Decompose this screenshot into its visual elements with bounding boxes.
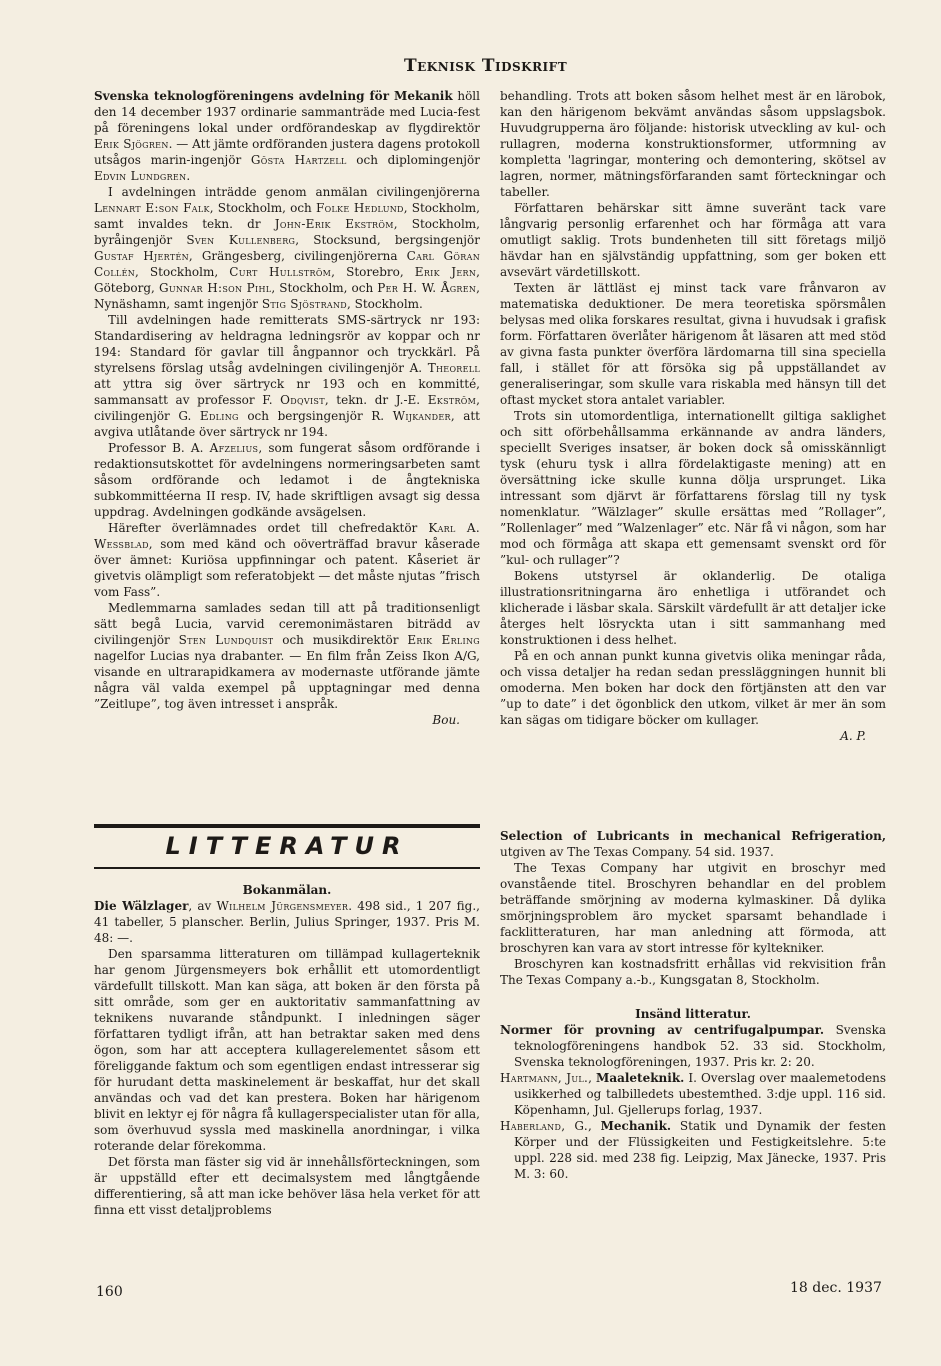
name-run: Erik Erling: [407, 633, 480, 647]
text-run: nagelfor Lucias nya drabanter. — En film från Zeiss Ikon A/G, visande en ultrarapidkamera av modernaste utförande jämte några väl valda exempel på upptagningar med denna ”Zeitlupe”, tog även intresset i anspråk.: [94, 649, 480, 711]
section-rule-bottom: [94, 867, 480, 869]
text-run: att yttra sig över särtryck nr 193 och en kommitté, sammansatt av professor F.: [94, 377, 480, 407]
text-run: Texten är lättläst ej minst tack vare frånvaron av matematiska deduktioner. De mera teoretiska spörsmålen belysas med olika forskares resultat, givna i huvudsak i grafisk form. Författaren överlåter härigenom åt läsaren att med stöd av givna fasta punkter överföra lärdomarna till sina speciella fall, i stället för att försöka sig på uppställandet av generaliseringar, som skulle vara riskabla med hänsyn till det oftast mycket stora antalet variabler.: [500, 281, 886, 407]
insand-heading: Insänd litteratur.: [635, 1007, 751, 1021]
text-run: ,: [587, 1119, 601, 1133]
text-run: Svenska teknologföreningens handbok 52. 33 sid. Stockholm, Svenska teknologföreningen, 1937. Pris kr. 2: 20.: [514, 1023, 886, 1069]
name-run: Erik Jern: [414, 265, 477, 279]
name-run: Edvin Lundgren: [94, 169, 187, 183]
text-run: Det första man fäster sig vid är innehållsförteckningen, som är uppställd efter ett decimalsystem med långtgående differentiering, så att man icke behöver läsa hela verket för att finna ett visst detaljproblems: [94, 1155, 480, 1217]
text-run: Författaren behärskar sitt ämne suveränt tack vare långvarig personlig erfarenhet och har förmåga att vara omutligt saklig. Trots bundenheten till sitt företags miljö hävdar han en självständig uppfattning, som ger boken ett avsevärt värdetillskott.: [500, 201, 886, 279]
text-run: Bokens utstyrsel är oklanderlig. De otaliga illustrationsritningarna äro enhetliga i utförandet och klicherade i läsbar skala. Särskilt värdefullt är att detaljer icke återges helt lösryckta utan i sitt sammanhang med konstruktionen i dess helhet.: [500, 569, 886, 647]
bold-run: Selection of Lubricants in mechanical Refrigeration,: [500, 829, 886, 843]
name-run: Hartmann, Jul.: [500, 1071, 589, 1085]
name-run: Edling: [199, 409, 239, 423]
text-run: .: [186, 169, 191, 183]
text-run: , som fungerat såsom ordförande i redaktionsutskottet för avdelningens normeringsarbeten samt såsom ordförande och ledamot i de ångtekniska subkommittéerna II resp. IV, hade skriftligen avsagt sig dessa uppdrag. Avdelningen godkände avsägelsen.: [94, 441, 480, 519]
text-run: , att avgiva utlåtande över särtryck nr 194.: [94, 409, 480, 439]
text-run: , Stockholm, samt invaldes tekn. dr: [94, 201, 480, 231]
text-run: , som med känd och oöverträffad bravur kåserade över ämnet: Kuriösa uppfinningar och patent. Kåseriet är givetvis olämpligt som referatobjekt — det måste njutas ”frisch vom Fass”.: [94, 537, 480, 599]
paragraph: [500, 828, 886, 860]
text-run: , Nynäshamn, samt ingenjör: [94, 281, 480, 311]
text-run: , Stockholm, och: [271, 281, 378, 295]
bold-run: Normer för provning av centrifugalpumpar.: [500, 1023, 825, 1037]
paragraph: [500, 648, 886, 728]
paragraph: [500, 88, 886, 200]
text-run: , Stockholm,: [135, 265, 230, 279]
paragraph: [500, 956, 886, 988]
name-run: Ekström: [427, 393, 477, 407]
text-run: På en och annan punkt kunna givetvis olika meningar råda, och vissa detaljer ha redan sedan pressläggningen hunnit bli omoderna. Men boken har dock den förtjänsten att den var ”up to date” i det ögonblick den utkom, vilket är mer än som kan sägas om tidigare böcker om kullager.: [500, 649, 886, 727]
paragraph: [94, 898, 480, 946]
text-run: behandling. Trots att boken såsom helhet mest är en lärobok, kan den härigenom bekvämt användas såsom uppslagsbok. Huvudgrupperna äro följande: historisk utveckling av kul- och rullagren, moderna konstruktionsformer, utformning av kompletta 'lagringar, montering och demontering, skötsel av lagren, normer, mätningsförfaranden samt förteckningar och tabeller.: [500, 89, 886, 199]
text-run: The Texas Company har utgivit en broschyr med ovanstående titel. Broschyren behandlar en del problem beträffande smörjning av moderna kylmaskiner. Då dylika smörjningsproblem äro mycket sparsamt behandlade i facklitteraturen, har man anledning att förmoda, att broschyren kan vara av stort intresse för kyltekniker.: [500, 861, 886, 955]
paragraph: [500, 200, 886, 280]
text-run: Härefter överlämnades ordet till chefredaktör: [108, 521, 429, 535]
text-run: , Storebro,: [331, 265, 415, 279]
name-run: Curt Hullström: [229, 265, 332, 279]
section-rule-top: [94, 824, 480, 828]
name-run: Stig Sjöstrand: [261, 297, 347, 311]
text-run: . 498 sid., 1 207 fig., 41 tabeller, 5 planscher. Berlin, Julius Springer, 1937. Pris M. 48: —.: [94, 899, 480, 945]
paragraph: [500, 860, 886, 956]
submitted-list: [500, 1022, 886, 1182]
paragraph: [500, 1022, 886, 1070]
text-run: och diplomingenjör: [346, 153, 480, 167]
text-run: och bergsingenjör R.: [238, 409, 393, 423]
name-run: Sven Kullenberg: [186, 233, 296, 247]
name-run: Afzelius: [209, 441, 259, 455]
text-run: och musikdirektör: [273, 633, 408, 647]
bold-run: Mechanik.: [600, 1119, 672, 1133]
paragraph: [94, 946, 480, 1154]
paragraph: [94, 184, 480, 312]
text-run: , Stockholm, byråingenjör: [94, 217, 480, 247]
paragraph: [94, 1154, 480, 1218]
book-review-paragraphs: [94, 898, 480, 1218]
bold-run: Die Wälzlager: [94, 899, 189, 913]
text-run: Till avdelningen hade remitterats SMS-särtryck nr 193: Standardisering av heldragna ledningsrör av koppar och nr 194: Standard för gavlar till ångpannor och tryckkärl. På styrelsens förslag utsåg avdelningen civilingenjör A.: [94, 313, 480, 375]
name-run: Folke Hedlund: [315, 201, 404, 215]
text-run: I avdelningen inträdde genom anmälan civilingenjörerna: [108, 185, 480, 199]
name-run: Karl A. Wessblad: [94, 521, 480, 551]
bold-run: Maaleteknik.: [596, 1071, 685, 1085]
name-run: Gösta Hartzell: [250, 153, 347, 167]
name-run: Erik Sjögren: [94, 137, 169, 151]
name-run: Wijkander: [392, 409, 451, 423]
paragraph: [94, 312, 480, 440]
paragraph: [500, 1118, 886, 1182]
text-run: , Stocksund, bergsingenjör: [295, 233, 480, 247]
text-run: Statik und Dynamik der festen Körper und der Flüssigkeiten und Festigkeitslehre. 5:te uppl. 228 sid. med 238 fig. Leipzig, Max Jänecke, 1937. Pris M. 3: 60.: [514, 1119, 886, 1181]
paragraph: [500, 408, 886, 568]
book-review-column: [94, 882, 480, 1262]
paragraph: [500, 280, 886, 408]
name-run: Wilhelm Jürgensmeyer: [216, 899, 349, 913]
name-run: Sten Lundquist: [178, 633, 274, 647]
journal-title: Teknisk Tidskrift: [404, 56, 568, 76]
mekanik-paragraphs: [94, 88, 480, 712]
text-run: höll den 14 december 1937 ordinarie sammanträde med Lucia-fest på föreningens lokal under ordförandeskap av flygdirektör: [94, 89, 480, 135]
lubricants-paragraphs: [500, 828, 886, 988]
text-run: . — Att jämte ordföranden justera dagens protokoll utsågos marin-ingenjör: [94, 137, 480, 167]
text-run: , tekn. dr J.-E.: [324, 393, 428, 407]
review-continuation-column: [500, 88, 886, 808]
issue-date: 18 dec. 1937: [790, 1280, 882, 1296]
name-run: Haberland, G.: [500, 1119, 588, 1133]
text-run: I. Overslag over maalemetodens usikkerhed og talbilledets ubestemthed. 3:dje uppl. 116 sid. Köpenhamn, Jul. Gjellerups forlag, 1937.: [514, 1071, 886, 1117]
text-run: , Stockholm, och: [209, 201, 316, 215]
text-run: Professor B. A.: [108, 441, 210, 455]
paragraph: [94, 520, 480, 600]
lubricants-and-submitted-column: [500, 828, 886, 1268]
litteratur-heading: LITTERATUR: [165, 832, 409, 860]
name-run: Carl Göran Collén: [94, 249, 480, 279]
review-paragraphs: [500, 88, 886, 728]
bokanmalan-heading: Bokanmälan.: [242, 883, 332, 897]
name-run: Gunnar H:son Pihl: [158, 281, 272, 295]
review-signature: A. P.: [840, 729, 866, 743]
mekanik-signature: Bou.: [432, 713, 460, 727]
mekanik-report-column: [94, 88, 480, 808]
name-run: Lennart E:son Falk: [94, 201, 210, 215]
text-run: Den sparsamma litteraturen om tillämpad kullagerteknik har genom Jürgensmeyers bok erhållit ett utomordentligt värdefullt tillskott. Man kan säga, att boken är den första på sitt område, som ger en auktoritativ sammanfattning av teknikens nuvarande ståndpunkt. I inledningen säger författaren tydligt ifrån, att han betraktar saken med dens ögon, som har att acceptera kullagerelementet såsom ett föreliggande faktum och som egentligen endast intresserar sig för hurudant detta maskinelement är beskaffat, hur det skall användas och vad det kan prestera. Boken har härigenom blivit en lektyr ej för några få kullagerspecialister utan för alla, som överhuvud syssla med maskinella anordningar, i vilka roterande delar förekomma.: [94, 947, 480, 1153]
paragraph: [94, 88, 480, 184]
text-run: , av: [188, 899, 217, 913]
paragraph: [500, 1070, 886, 1118]
name-run: Per H. W. Ågren: [377, 281, 477, 295]
name-run: Theorell: [427, 361, 480, 375]
page-number: 160: [96, 1284, 123, 1300]
name-run: Gustaf Hjertén: [94, 249, 189, 263]
text-run: , Grängesberg, civilingenjörerna: [188, 249, 407, 263]
paragraph: [94, 600, 480, 712]
text-run: Medlemmarna samlades sedan till att på traditionsenligt sätt begå Lucia, varvid ceremonimästaren biträdd av civilingenjör: [94, 601, 480, 647]
text-run: Trots sin utomordentliga, internationellt giltiga saklighet och sitt oförbehållsamma erkännande av andra länders, speciellt Sveriges insatser, är boken dock så omisskännligt tysk (ehuru tysk i allra fördelaktigaste mening) att en översättning icke skulle kunna dölja ursprunget. Lika intressant som djärvt är författarens förslag till ny tysk nomenklatur. ”Wälzlager” skulle ersättas med ”Rollager”, ”Rollenlager” med ”Walzenlager” etc. När få vi någon, som har mod och förmåga att skapa ett gemensamt svenskt ord för ”kul- och rullager”?: [500, 409, 886, 567]
text-run: ,: [588, 1071, 597, 1085]
paragraph: [500, 568, 886, 648]
name-run: Odqvist: [280, 393, 325, 407]
paragraph: [94, 440, 480, 520]
text-run: , Göteborg,: [94, 265, 480, 295]
text-run: , civilingenjör G.: [94, 393, 480, 423]
name-run: John-Erik Ekström: [274, 217, 394, 231]
text-run: , Stockholm.: [346, 297, 423, 311]
text-run: utgiven av The Texas Company. 54 sid. 1937.: [500, 845, 774, 859]
text-run: Broschyren kan kostnadsfritt erhållas vid rekvisition från The Texas Company a.-b., Kungsgatan 8, Stockholm.: [500, 957, 886, 987]
bold-run: Svenska teknologföreningens avdelning för Mekanik: [94, 89, 453, 103]
